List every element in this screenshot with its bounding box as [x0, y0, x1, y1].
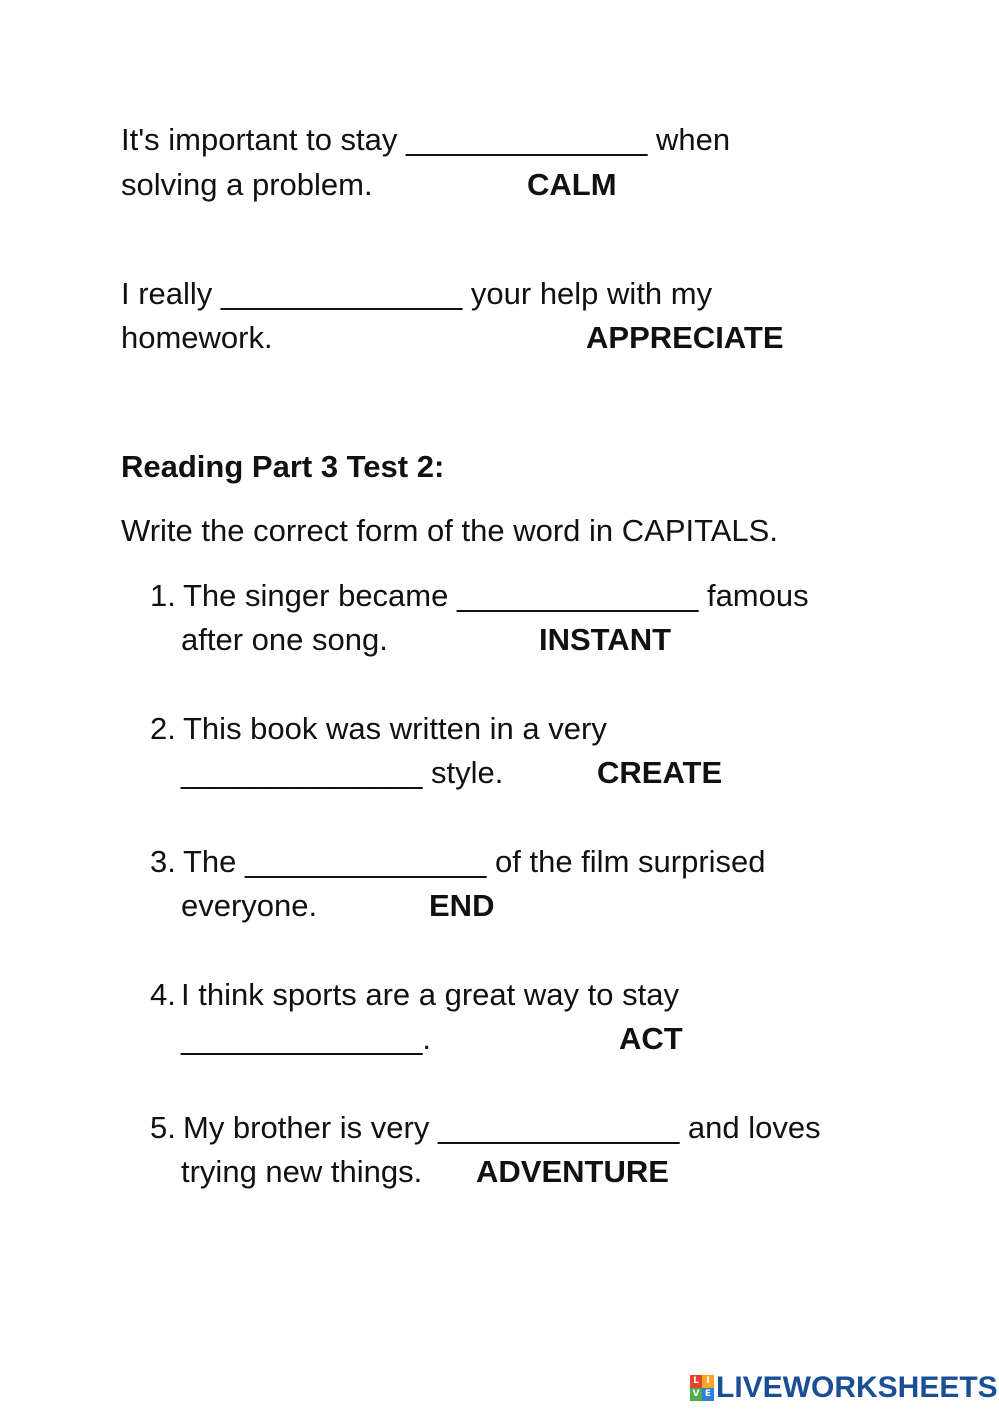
intro-q1-keyword: CALM [527, 167, 617, 202]
item-keyword: CREATE [597, 755, 723, 790]
logo-tile: I [702, 1375, 714, 1388]
item-line2: everyone. [181, 888, 318, 923]
item-line1: The ______________ of the film surprised [183, 844, 766, 879]
item-line1: The singer became ______________ famous [183, 578, 809, 613]
intro-q2-keyword: APPRECIATE [586, 320, 784, 355]
intro-q1-line1: It's important to stay ______________ when [121, 122, 731, 157]
item-line1: I think sports are a great way to stay [181, 977, 679, 1012]
item-keyword: ACT [619, 1021, 683, 1056]
intro-q2-line2: homework. [121, 320, 273, 355]
item-number: 2. [150, 711, 176, 746]
section-title: Reading Part 3 Test 2: [121, 449, 445, 484]
item-line2: trying new things. [181, 1154, 423, 1189]
item-line2: ______________ style. [181, 755, 504, 790]
item-line2: after one song. [181, 622, 388, 657]
item-number: 3. [150, 844, 176, 879]
item-line2: ______________. [181, 1021, 431, 1056]
liveworksheets-logo[interactable] [690, 1368, 998, 1408]
item-keyword: END [429, 888, 495, 923]
item-number: 5. [150, 1110, 176, 1145]
item-line1: This book was written in a very [183, 711, 607, 746]
logo-tile: V [690, 1388, 702, 1401]
logo-tile: L [690, 1375, 702, 1388]
liveworksheets-logo-icon [690, 1375, 714, 1401]
item-number: 1. [150, 578, 176, 613]
item-keyword: INSTANT [539, 622, 672, 657]
intro-q2-line1: I really ______________ your help with my [121, 276, 713, 311]
logo-tile: E [702, 1388, 714, 1401]
section-instruction: Write the correct form of the word in CAPITALS. [121, 513, 778, 548]
brand-name: LIVEWORKSHEETS [716, 1371, 998, 1404]
item-keyword: ADVENTURE [476, 1154, 669, 1189]
item-line1: My brother is very ______________ and loves [183, 1110, 821, 1145]
intro-q1-line2: solving a problem. [121, 167, 373, 202]
item-number: 4. [150, 977, 176, 1012]
